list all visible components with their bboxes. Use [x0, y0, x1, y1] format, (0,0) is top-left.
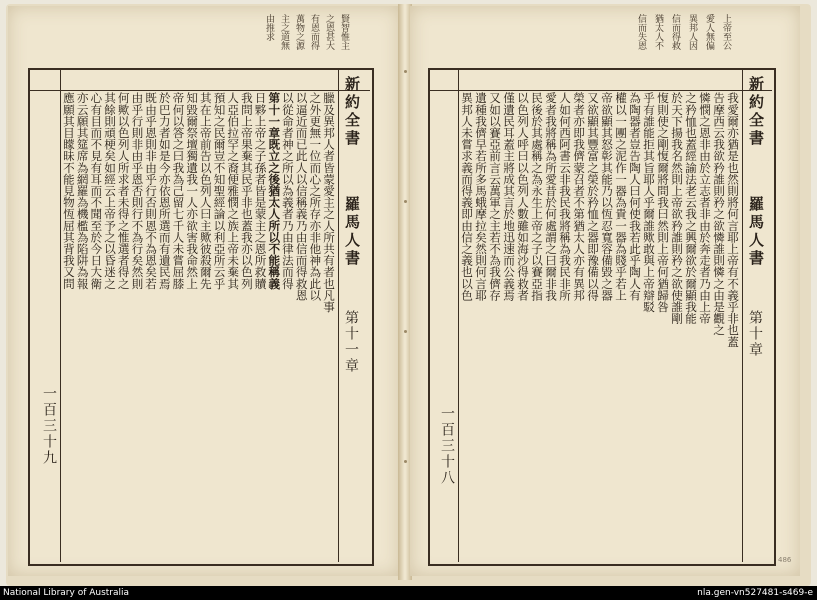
text-column: 異邦人未嘗求義而得義即由信之義也以色 — [460, 92, 474, 301]
text-column: 人亞伯拉罕之裔便雅憫之族上帝未棄其 — [226, 92, 241, 290]
text-column: 於天下揚我名然則上帝欲矜誰則矜之欲使誰剛 — [670, 92, 684, 324]
text-column: 心有目而不見有耳而不聞至於今日大衛 — [89, 92, 104, 290]
text-column: 憐憫之恩非由於立志者非由於奔走者乃由上帝 — [698, 92, 712, 324]
top-note: 有恩而得 — [309, 14, 319, 50]
text-column: 又欲顯其豐富之榮於矜恤之器即豫備以得 — [586, 92, 600, 301]
top-note: 猶太人不 — [653, 14, 663, 50]
text-column: 於巴力者如是今亦依恩所選而有遺民焉 — [158, 92, 172, 290]
text-column: 帝何以答之曰我為己留七千人未嘗屈膝 — [171, 92, 186, 290]
left-page-number: 一百三十九 — [41, 386, 57, 466]
text-column: 其餘則頑梗矣如經云上帝予之以昏迷之 — [103, 92, 117, 290]
top-note: 之恩甚大 — [324, 14, 334, 50]
top-note: 信而失恩 — [636, 14, 646, 50]
text-column: 預知之民爾豈不知聖經論以利亞所云乎 — [212, 92, 227, 290]
text-column: 乎有誰能拒其旨耶人乎爾誰歟敢與上帝辯駁 — [642, 92, 656, 313]
text-column: 帝欲顯其怒彰其能乃以恆忍寬容備毀之器 — [600, 92, 614, 301]
text-column: 以色列人呼曰以色列人數雖如海沙得救者 — [516, 92, 530, 301]
left-top-notes — [108, 14, 348, 66]
right-page-number: 一百三十八 — [439, 406, 455, 486]
text-column: 之矜恤也蓋經諭法老云我之興爾欲於爾顯我能 — [684, 92, 698, 324]
text-column: 人如何西阿書云非我民我將稱為我民非所 — [558, 92, 572, 301]
left-running-title: 新約全書 — [343, 76, 361, 148]
left-margin-rule — [338, 70, 339, 562]
pencil-page-note: 486 — [778, 556, 792, 564]
right-page — [410, 6, 800, 576]
text-column: 亦云願其筵席為網羅為機檻為陷阱為報 — [75, 92, 90, 290]
left-header-rule — [30, 90, 370, 91]
left-book-name: 羅馬人書 — [343, 196, 361, 268]
top-note: 主之道無 — [279, 14, 289, 50]
text-column: 僅遺民耳蓋主將成其言於地迅速而公義焉 — [502, 92, 516, 301]
text-column: 告摩西云我欲矜誰則矜之欲憐誰則憐之由是觀之 — [712, 92, 726, 336]
text-column: 知毀爾祭壇獨遺我一人亦欲害我命然上 — [185, 92, 200, 290]
text-column: 遺種我儕早若所多馬蛾摩拉矣然則何言耶 — [474, 92, 488, 301]
right-book-name: 羅馬人書 — [747, 196, 765, 268]
left-chapter-label: 第十一章 — [343, 310, 359, 374]
text-column: 之外更無一位而心之所存亦非他神為此以 — [308, 92, 323, 301]
text-column: 其在上帝前告以色列人曰主歟彼殺爾先 — [199, 92, 213, 290]
top-note: 信而得救 — [670, 14, 680, 50]
right-body-text — [460, 92, 740, 560]
right-top-notes — [450, 14, 730, 66]
text-column: 應願其目矇昧不能見物恆屈其背我又問 — [62, 92, 76, 290]
text-column: 又如以賽亞前言云萬軍之主若不為我儕存 — [488, 92, 502, 301]
left-page-rule — [60, 70, 61, 562]
top-note: 上帝至公 — [721, 14, 731, 50]
stitch-hole — [404, 70, 407, 73]
top-note: 異邦人因 — [687, 14, 697, 50]
stitch-hole — [404, 460, 407, 463]
right-page-rule — [458, 70, 459, 562]
left-page — [8, 6, 400, 576]
top-note: 賢智惟主 — [339, 14, 349, 50]
text-column: 何歟以色列人所求者未得之惟選者得之 — [117, 92, 131, 290]
text-column: 我愛爾亦猶是也然則將何言耶上帝有不義乎非也蓋 — [726, 92, 740, 348]
text-column: 民後於其處稱之為永生上帝之子以賽亞指 — [530, 92, 544, 301]
text-column: 我問上帝果棄其民乎非也蓋我亦以色列 — [240, 92, 254, 290]
right-chapter-label: 第十章 — [747, 310, 763, 358]
right-running-title: 新約全書 — [747, 76, 765, 148]
top-note: 愛人無偏 — [704, 14, 714, 50]
left-body-text — [62, 92, 336, 560]
stitch-hole — [404, 200, 407, 203]
library-credit: National Library of Australia — [3, 588, 130, 598]
text-column: 愛者我將稱為所愛昔於何處謂之曰爾非我 — [544, 92, 558, 301]
stitch-hole — [404, 330, 407, 333]
text-column: 以從命者神之所以為義者乃由律法而得 — [281, 92, 295, 290]
footer-bar — [0, 586, 817, 600]
text-column: 以逼近而已此人以信稱義乃由信而得救恩 — [294, 92, 309, 301]
right-margin-rule — [742, 70, 743, 562]
text-column: 日夥上帝之子孫者皆是蒙主之恩所救贖 — [253, 92, 268, 290]
top-note: 萬物之源 — [294, 14, 304, 50]
text-column: 由乎行則非由乎恩否則行不為行矣然則 — [130, 92, 145, 290]
item-identifier: nla.gen-vn527481-s469-e — [697, 588, 813, 598]
text-column: 愎則使之剛愎爾將問我曰然則上帝何猶歸咎 — [656, 92, 670, 313]
chapter-heading-column: 第十一章既立之後猶太人所以不能稱義 — [267, 92, 282, 290]
top-note: 由推求 — [264, 14, 274, 41]
text-column: 為陶器者豈告陶人曰何使我若此乎陶人有 — [628, 92, 642, 301]
text-column: 既由乎恩則非由乎行否則恩不為恩矣若 — [144, 92, 159, 290]
right-header-rule — [430, 90, 772, 91]
text-column: 臘及異邦人者皆蒙愛主之人所共有者也凡事 — [322, 92, 336, 313]
text-column: 榮者亦即我儕蒙召者不第猶太人亦有異邦 — [572, 92, 586, 301]
text-column: 權以一團之泥作一器為貴一器為賤乎若上 — [614, 92, 628, 301]
